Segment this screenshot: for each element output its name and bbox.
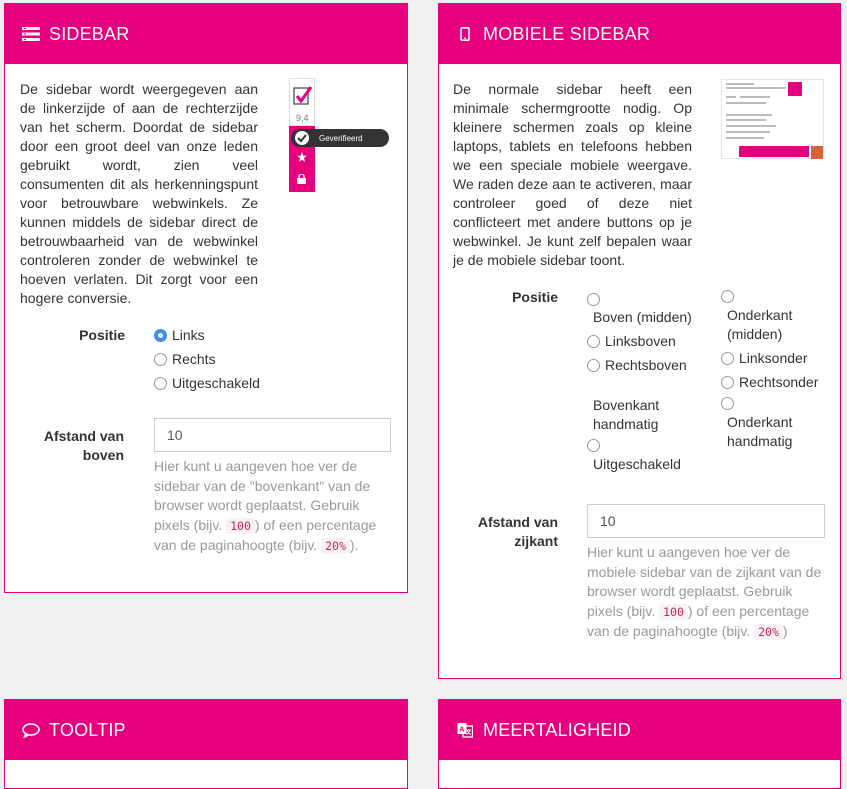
- distance-help-text: [154, 457, 388, 557]
- translate-icon: [455, 720, 475, 740]
- panel-title: MOBIELE SIDEBAR: [483, 23, 651, 44]
- radio-uitgeschakeld[interactable]: [587, 439, 711, 474]
- panel-title: MEERTALIGHEID: [483, 719, 631, 740]
- help-text-part: ) of een percentage van de paginahoogte (bijv.: [154, 516, 377, 553]
- radio-uitgeschakeld[interactable]: [154, 374, 354, 393]
- panel-title: TOOLTIP: [49, 719, 126, 740]
- verified-check-icon: [295, 131, 309, 145]
- mobile-position-left-group: [587, 290, 711, 474]
- radio-rechts[interactable]: [154, 350, 354, 369]
- distance-help-text: [587, 543, 825, 643]
- help-code-percent: 20%: [754, 624, 783, 640]
- position-label: Positie: [79, 327, 125, 343]
- position-radio-group: [154, 326, 354, 398]
- radio-label: Rechts: [172, 351, 216, 367]
- help-text-part: ) of een percentage van de paginahoogte (bijv.: [587, 602, 810, 639]
- verified-badge-label: Geverifieerd: [319, 133, 363, 143]
- radio-dot[interactable]: [721, 397, 734, 410]
- mobile-description: De normale sidebar heeft een minimale schermgrootte nodig. Op kleinere schermen zoals op kleine laptops, tablets en telefoons hebben we een speciale mobiele weergave. We raden deze aan te activeren, maar controleer goed of deze niet conflicteert met andere buttons op je webwinkel. Je kunt zelf bepalen waar je de mobiele sidebar toont.: [453, 81, 692, 268]
- svg-text:A: A: [459, 726, 465, 734]
- radio-dot[interactable]: [721, 290, 734, 303]
- distance-side-input[interactable]: 10: [587, 504, 825, 538]
- radio-label: Uitgeschakeld: [593, 456, 681, 472]
- preview-card: [289, 78, 315, 126]
- help-code-pixels: 100: [226, 518, 255, 534]
- radio-dot[interactable]: [587, 293, 600, 306]
- radio-label: Linksonder: [739, 350, 808, 366]
- multilang-panel-header: [439, 700, 840, 760]
- distance-label: Afstand van zijkant: [477, 514, 558, 549]
- tooltip-panel: [4, 699, 408, 789]
- mobile-preview-image: [721, 79, 824, 159]
- checkmark-logo-icon: [292, 84, 314, 108]
- radio-dot[interactable]: [154, 329, 167, 342]
- sidebar-description: De sidebar wordt weergegeven aan de linkerzijde of aan de rechterzijde van het scherm. Doordat de sidebar door een groot deel van onze leden gebruikt wordt, zien veel consumenten dit als herkenningspunt voor betrouwbare webwinkels. Ze kunnen middels de sidebar direct de betrouwbaarheid van de webwinkel controleren zonder de webwinkel te hoeven verlaten. Dit zorgt voor een hogere conversie.: [20, 81, 258, 306]
- panel-title: SIDEBAR: [49, 23, 130, 44]
- sidebar-panel-header: [5, 4, 407, 64]
- distance-top-input[interactable]: 10: [154, 418, 391, 452]
- radio-label: Links: [172, 327, 205, 343]
- lock-icon: [297, 174, 306, 184]
- help-code-percent: 20%: [321, 538, 350, 554]
- radio-label: Rechtsboven: [605, 357, 687, 373]
- preview-logo: [788, 82, 802, 96]
- mobile-icon: [455, 24, 475, 44]
- sidebar-preview-image: [289, 78, 393, 195]
- preview-corner: [811, 146, 823, 159]
- radio-dot[interactable]: [154, 353, 167, 366]
- radio-label: Rechtsonder: [739, 374, 819, 390]
- preview-score: 9,4: [296, 113, 309, 123]
- position-label: Positie: [512, 289, 558, 305]
- radio-bovenkant-handmatig[interactable]: [587, 380, 711, 434]
- radio-label: Linksboven: [605, 333, 676, 349]
- help-code-pixels: 100: [659, 604, 688, 620]
- tooltip-panel-header: [5, 700, 407, 760]
- radio-label: Onderkant handmatig: [727, 414, 793, 449]
- speech-bubble-icon: [21, 720, 41, 740]
- preview-button: [739, 146, 809, 157]
- list-icon: [21, 24, 41, 44]
- preview-verified-badge: [291, 129, 389, 147]
- radio-dot[interactable]: [587, 380, 600, 393]
- radio-links[interactable]: [154, 326, 354, 345]
- radio-onderkant-handmatig[interactable]: [721, 397, 831, 451]
- radio-onderkant-midden[interactable]: [721, 290, 831, 344]
- radio-dot[interactable]: [721, 352, 734, 365]
- help-text-part: ).: [349, 537, 359, 553]
- radio-dot[interactable]: [154, 377, 167, 390]
- radio-linksonder[interactable]: [721, 349, 831, 368]
- radio-dot[interactable]: [587, 439, 600, 452]
- radio-dot[interactable]: [587, 359, 600, 372]
- multilang-panel: [438, 699, 841, 789]
- radio-label: Boven (midden): [593, 309, 692, 325]
- radio-dot[interactable]: [587, 335, 600, 348]
- radio-dot[interactable]: [721, 376, 734, 389]
- radio-label: Bovenkant handmatig: [593, 397, 660, 432]
- radio-linksboven[interactable]: [587, 332, 711, 351]
- radio-boven-midden[interactable]: [587, 293, 711, 327]
- help-text-part: Hier kunt u aangeven hoe ver de sidebar van de "bovenkant" van de browser wordt geplaatst. Gebruik pixels (bijv.: [154, 458, 371, 533]
- help-text-part: ): [782, 623, 788, 639]
- sidebar-panel: [4, 3, 408, 593]
- mobile-sidebar-panel: [438, 3, 841, 679]
- help-text-part: Hier kunt u aangeven hoe ver de mobiele sidebar van de zijkant van de browser wordt geplaatst. Gebruik pixels (bijv.: [587, 544, 822, 619]
- mobile-panel-header: [439, 4, 840, 64]
- mobile-position-right-group: [721, 290, 831, 451]
- radio-label: Onderkant (midden): [727, 307, 793, 342]
- distance-label: Afstand van boven: [43, 428, 124, 463]
- radio-rechtsonder[interactable]: [721, 373, 831, 392]
- radio-label: Uitgeschakeld: [172, 375, 260, 391]
- radio-rechtsboven[interactable]: [587, 356, 711, 375]
- star-icon: [297, 152, 307, 162]
